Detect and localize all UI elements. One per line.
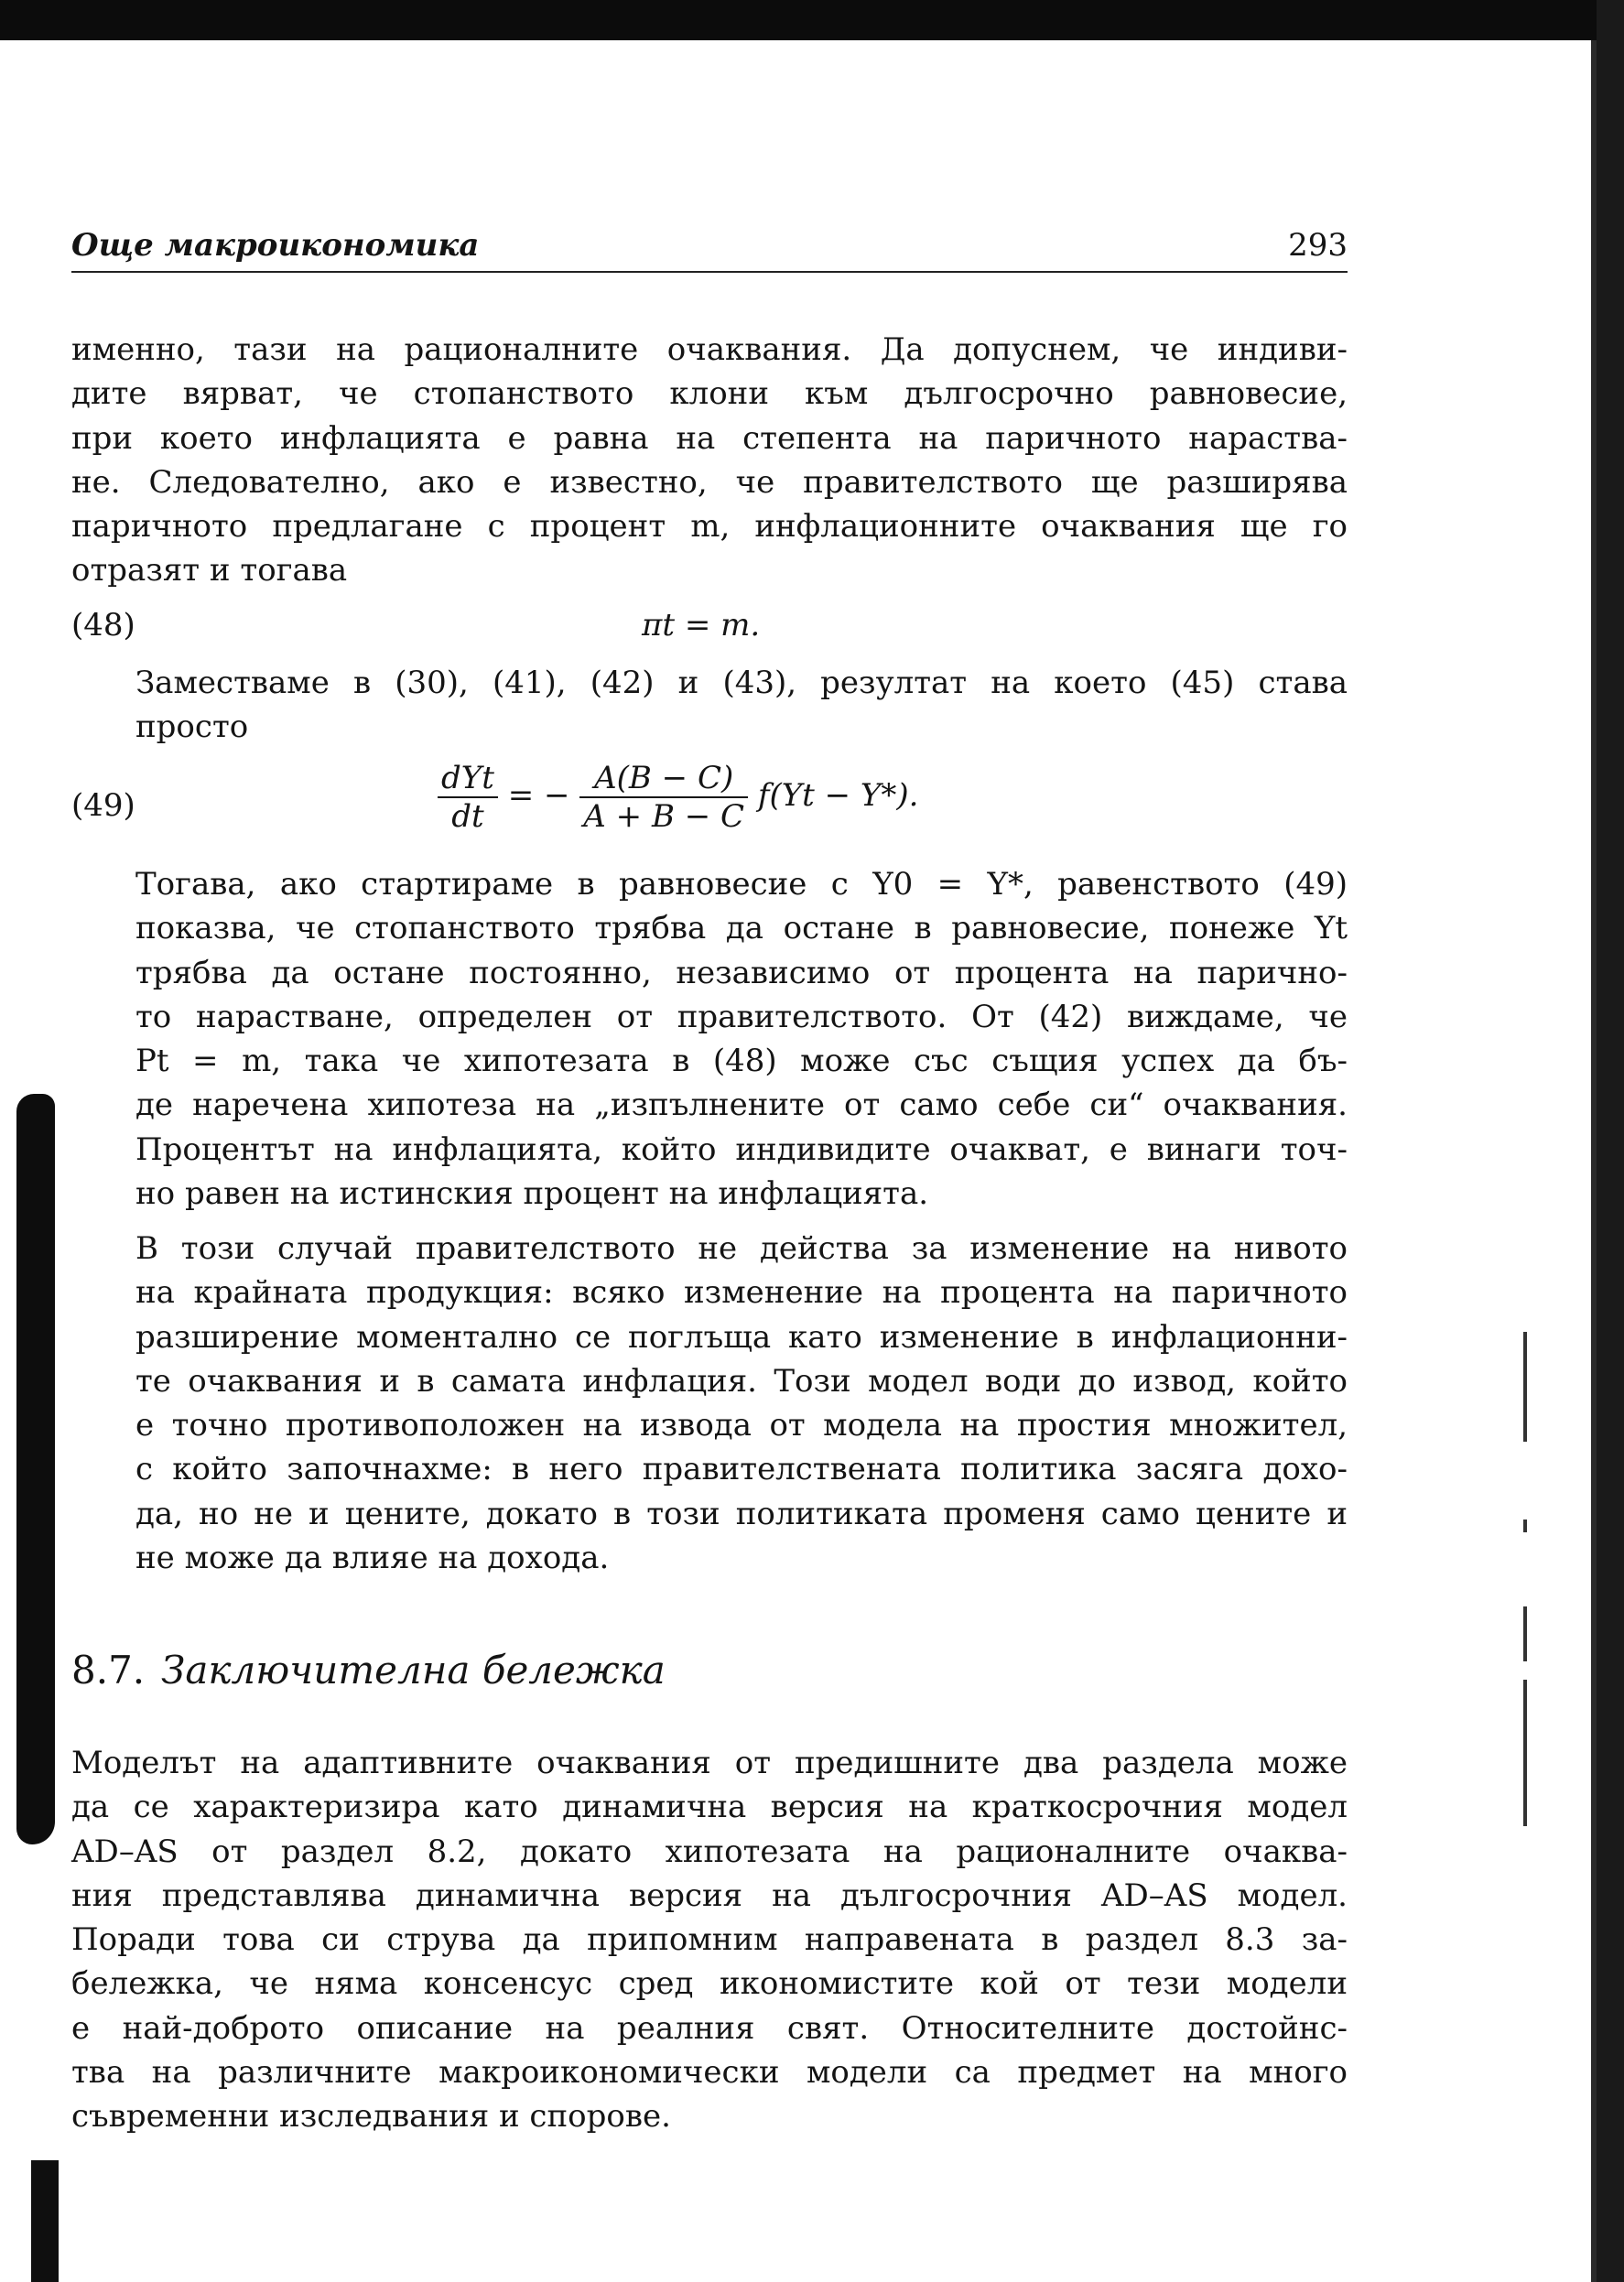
text-line: не може да влияе на дохода.	[135, 1540, 610, 1577]
text-line: трябва да остане постоянно, независимо от процента на парично-	[135, 954, 1348, 991]
text-line: е точно противоположен на извода от модела на простия множител,	[135, 1407, 1348, 1444]
text-line: именно, тази на рационалните очаквания. Да допуснем, че индиви-	[71, 331, 1348, 368]
paragraph-policy	[71, 1227, 1348, 1580]
equation-formula: πt = m.	[642, 607, 761, 644]
text-line: да се характеризира като динамична версия на краткосрочния модел	[71, 1789, 1348, 1826]
text-line: В този случай правителството не действа за изменение на нивото	[135, 1230, 1348, 1267]
paragraph-equilibrium	[71, 862, 1348, 1216]
text-line: е най-доброто описание на реалния свят. Относителните достойнс-	[71, 2009, 1348, 2047]
text-line: то нарастване, определен от правителството. От (42) виждаме, че	[135, 998, 1348, 1035]
text-line: отразят и тогава	[71, 552, 348, 589]
text-line: на крайната продукция: всяко изменение на процента на паричното	[135, 1274, 1348, 1312]
equation-49	[71, 760, 1348, 860]
section-title: Заключителна бележка	[161, 1648, 666, 1693]
equation-number: (48)	[71, 607, 135, 644]
paragraph-closing-note	[71, 1741, 1348, 2139]
text-line: при което инфлацията е равна на степента на паричното нараства-	[71, 419, 1348, 457]
text-line: не. Следователно, ако е известно, че правителството ще разширява	[71, 463, 1348, 501]
header-rule	[71, 271, 1348, 273]
text-line: де наречена хипотеза на „изпълнените от само себе си“ очаквания.	[135, 1087, 1348, 1124]
text-line: Поради това си струва да припомним направената в раздел 8.3 за-	[71, 1921, 1348, 1959]
text-line: Тогава, ако стартираме в равновесие с Y0 = Y*, равенството (49)	[135, 866, 1348, 903]
section-number: 8.7.	[71, 1648, 146, 1693]
text-line: ния представлява динамична версия на дългосрочния AD–AS модел.	[71, 1876, 1348, 1914]
text-line: просто	[135, 708, 249, 746]
scan-border-right-inner	[1591, 40, 1597, 2282]
equation-number: (49)	[71, 787, 135, 824]
text-line: Заместваме в (30), (41), (42) и (43), резултат на което (45) става	[135, 665, 1348, 701]
page-number: 293	[1288, 227, 1348, 264]
paragraph-rational-expectations	[71, 328, 1348, 593]
text-line: Моделът на адаптивните очаквания от предишните два раздела може	[71, 1745, 1348, 1781]
text-line: паричното предлагане с процент m, инфлационните очаквания ще го	[71, 508, 1348, 546]
text-line: Процентът на инфлацията, който индивидите очакват, е винаги точ-	[135, 1130, 1348, 1168]
equation-48	[71, 607, 1348, 653]
text-line: с който започнахме: в него правителствената политика засяга дохо-	[135, 1451, 1348, 1488]
running-header	[71, 227, 1348, 271]
text-line: разширение моментално се поглъща като изменение в инфлационни-	[135, 1318, 1348, 1356]
text-line: AD–AS от раздел 8.2, докато хипотезата на рационалните очаква-	[71, 1833, 1348, 1870]
running-title: Още макроикономика	[71, 227, 480, 264]
text-line: те очаквания и в самата инфлация. Този модел води до извод, който	[135, 1362, 1348, 1400]
section-heading	[71, 1648, 666, 1693]
scan-binding-shadow-lower	[31, 2160, 59, 2282]
scan-border-right	[1597, 0, 1624, 2282]
text-line: показва, че стопанството трябва да остане в равновесие, понеже Yt	[135, 910, 1348, 947]
text-line: но равен на истинския процент на инфлацията.	[135, 1175, 929, 1213]
text-line: Pt = m, така че хипотезата в (48) може със същия успех да бъ-	[135, 1043, 1348, 1080]
text-line: бележка, че няма консенсус сред икономистите кой от тези модели	[71, 1965, 1348, 2003]
text-line: дите вярват, че стопанството клони към дългосрочно равновесие,	[71, 375, 1348, 413]
equation-formula: $\frac{\text{dYt}}{dt}$ = − $\frac{A(B - C)}{A + B - C}$ f(Yt − Y*).	[438, 760, 918, 835]
scan-binding-shadow	[16, 1094, 55, 1844]
text-line: съвременни изследвания и спорове.	[71, 2098, 671, 2136]
fraction-rhs: $\frac{A(B - C)}{A + B - C}$	[579, 760, 748, 835]
text-line: да, но не и цените, докато в този политиката променя само цените и	[135, 1495, 1348, 1532]
text-line: тва на различните макроикономически модели са предмет на много	[71, 2054, 1348, 2092]
fraction-lhs: $\frac{\text{dYt}}{dt}$	[438, 760, 498, 835]
paragraph-substitution	[71, 661, 1348, 750]
scan-border-top	[0, 0, 1624, 40]
